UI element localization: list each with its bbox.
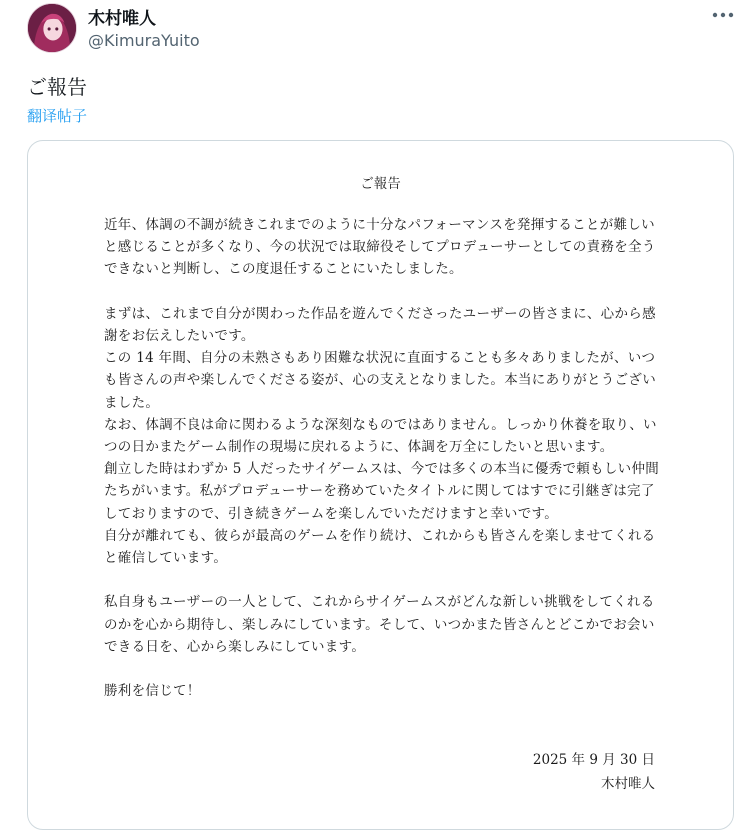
letter-signature: 木村唯人 [601, 776, 655, 792]
author-handle[interactable]: @KimuraYuito [88, 31, 200, 50]
letter-paragraph: まずは、これまで自分が関わった作品を遊んでくださったユーザーの皆さまに、心から感謝をお伝えしたいです。 [104, 305, 656, 344]
more-button[interactable] [709, 4, 737, 26]
letter-paragraph: 自分が離れても、彼らが最高のゲームを作り続け、これからも皆さんを楽しませてくれると確信しています。 [104, 527, 656, 567]
letter-signature-block [533, 748, 655, 796]
letter-paragraph: なお、体調不良は命に関わるような深刻なものではありません。しっかり休養を取り、いつの日かまたゲーム制作の現場に戻れるように、体調を万全にしたいと思います。 [104, 416, 657, 456]
letter-closing: 勝利を信じて！ [104, 683, 201, 700]
letter-title: ご報告 [360, 176, 401, 192]
avatar[interactable] [27, 3, 77, 53]
tweet-image[interactable] [27, 140, 734, 830]
letter-paragraph: 創立した時はわずか 5 人だったサイゲームスは、今では多くの本当に優秀で頼もしい仲間たちがいます。私がプロデューサーを務めていたタイトルに関してはすでに引継ぎは完了しておりますので、引き続きゲームを楽しんでいただけますと幸いです。 [104, 461, 660, 522]
more-horizontal-icon [712, 11, 734, 19]
letter-body [104, 214, 664, 702]
letter-paragraph: この 14 年間、自分の未熟さもあり困難な状況に直面することも多々ありましたが、いつも皆さんの声や楽しんでくださる姿が、心の支えとなりました。本当にありがとうございました。 [104, 350, 656, 411]
author-display-name[interactable]: 木村唯人 [88, 9, 156, 29]
letter-paragraph: 近年、体調の不調が続きこれまでのように十分なパフォーマンスを発揮することが難しいと感じることが多くなり、今の状況では取締役そしてプロデューサーとしての責務を全うできないと判断し、この度退任することにいたしました。 [104, 217, 656, 278]
translate-post-link[interactable]: 翻译帖子 [27, 107, 88, 125]
letter-date: 2025 年 9 月 30 日 [532, 752, 655, 768]
letter-paragraph: 私自身もユーザーの一人として、これからサイゲームスがどんな新しい挑戦をしてくれるのかを心から期待し、楽しみにしています。そして、いつかまた皆さんとどこかでお会いできる日を、心から楽しみにしています。 [104, 594, 655, 655]
tweet-text: ご報告 [27, 75, 87, 99]
